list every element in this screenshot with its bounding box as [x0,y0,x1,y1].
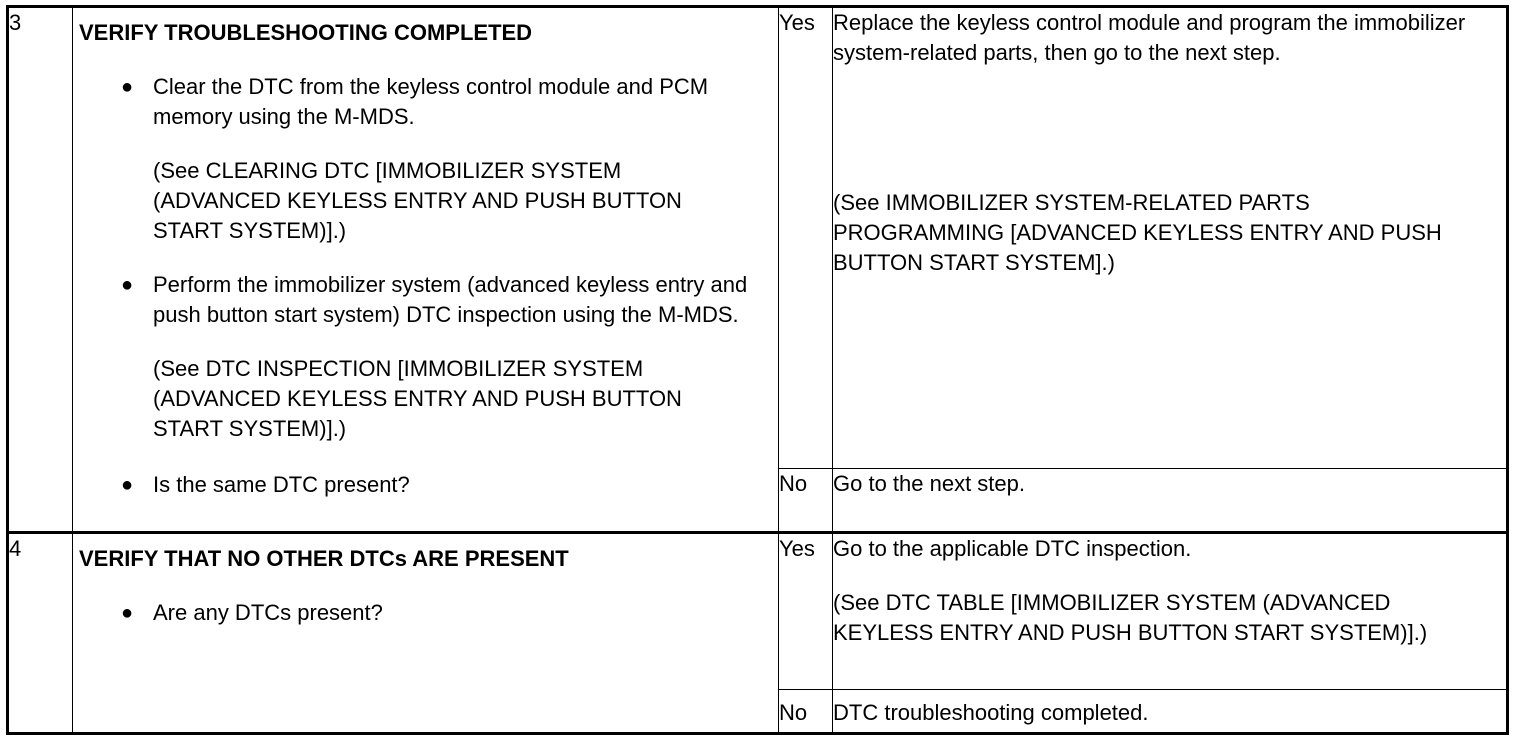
step-description-cell [73,533,779,734]
step-items [73,72,778,500]
yes-reference-text: (See DTC TABLE [IMMOBILIZER SYSTEM (ADVANCED KEYLESS ENTRY AND PUSH BUTTON START SYSTEM)].) [833,590,1428,645]
item-reference: (See CLEARING DTC [IMMOBILIZER SYSTEM (ADVANCED KEYLESS ENTRY AND PUSH BUTTON START SYSTEM)].) [153,158,682,243]
yes-action-text: Go to the applicable DTC inspection. [833,536,1192,561]
troubleshooting-table [6,5,1509,735]
bullet-icon: ● [121,602,134,624]
list-item [73,598,778,628]
list-item [73,470,778,500]
yes-result-cell [833,7,1508,469]
bullet-icon: ● [121,274,134,296]
item-text: Is the same DTC present? [153,472,410,497]
step-title: VERIFY TROUBLESHOOTING COMPLETED [79,20,533,45]
step-title: VERIFY THAT NO OTHER DTCs ARE PRESENT [79,546,569,571]
yes-label: Yes [779,7,833,469]
step-description-cell [73,7,779,533]
step-number: 3 [8,7,73,533]
table-row-step-3 [8,7,1508,469]
item-text: Perform the immobilizer system (advanced keyless entry and push button start system) DTC inspection using the M-MDS. [153,272,748,327]
item-text: Are any DTCs present? [153,600,383,625]
item-text: Clear the DTC from the keyless control module and PCM memory using the M-MDS. [153,74,709,129]
list-item [73,270,778,444]
item-reference: (See DTC INSPECTION [IMMOBILIZER SYSTEM (ADVANCED KEYLESS ENTRY AND PUSH BUTTON START SYSTEM)].) [153,356,682,441]
bullet-icon: ● [121,76,134,98]
bullet-icon: ● [121,474,134,496]
yes-action-text: Replace the keyless control module and program the immobilizer system-related parts, then go to the next step. [833,10,1466,65]
no-result-text: DTC troubleshooting completed. [833,690,1508,734]
yes-reference-text: (See IMMOBILIZER SYSTEM-RELATED PARTS PROGRAMMING [ADVANCED KEYLESS ENTRY AND PUSH BUTTON START SYSTEM].) [833,190,1442,275]
yes-label: Yes [779,533,833,690]
yes-result-cell [833,533,1508,690]
no-result-text: Go to the next step. [833,469,1508,533]
no-label: No [779,469,833,533]
table-row-step-4 [8,533,1508,690]
list-item [73,72,778,246]
step-items [73,598,778,628]
no-label: No [779,690,833,734]
step-number: 4 [8,533,73,734]
